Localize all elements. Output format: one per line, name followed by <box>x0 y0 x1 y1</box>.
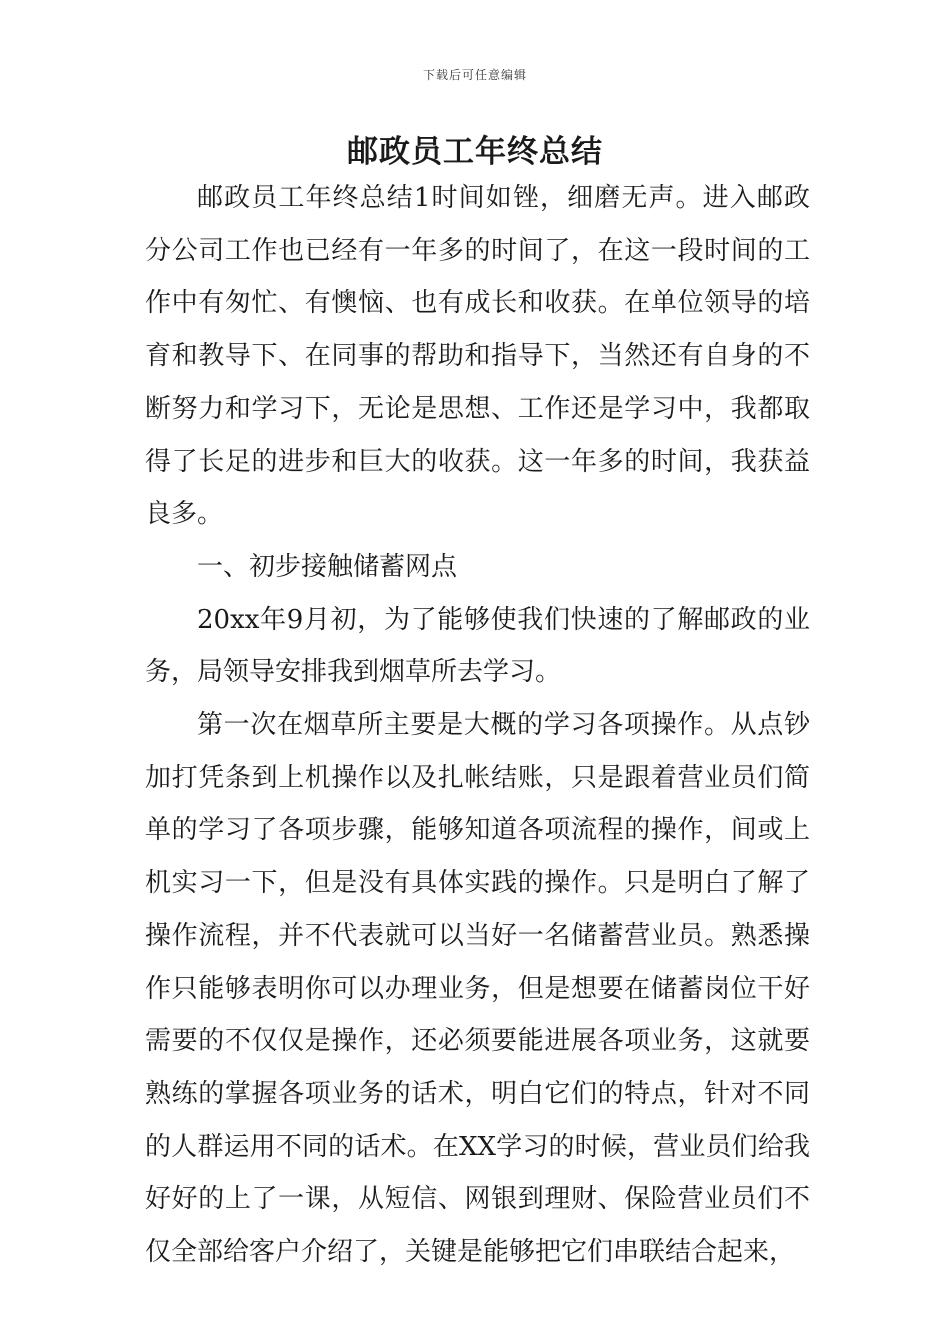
paragraph-intro: 邮政员工年终总结1时间如锉，细磨无声。进入邮政分公司工作也已经有一年多的时间了，在这一段时间的工作中有匆忙、有懊恼、也有成长和收获。在单位领导的培育和教导下、在同事的帮助和指导下，当然还有自身的不断努力和学习下，无论是思想、工作还是学习中，我都取得了长足的进步和巨大的收获。这一年多的时间，我获益良多。 <box>145 183 810 530</box>
document-body <box>145 172 810 1279</box>
document-title: 邮政员工年终总结 <box>347 134 603 170</box>
paragraph-first-study: 第一次在烟草所主要是大概的学习各项操作。从点钞加打凭条到上机操作以及扎帐结账，只是跟着营业员们简单的学习了各项步骤，能够知道各项流程的操作，间或上机实习一下，但是没有具体实践的操作。只是明白了解了操作流程，并不代表就可以当好一名储蓄营业员。熟悉操作只能够表明你可以办理业务，但是想要在储蓄岗位干好需要的不仅仅是操作，还必须要能进展各项业务，这就要熟练的掌握各项业务的话术，明白它们的特点，针对不同的人群运用不同的话术。在XX学习的时候，营业员们给我好好的上了一课，从短信、网银到理财、保险营业员们不仅全部给客户介绍了，关键是能够把它们串联结合起来， <box>145 710 810 1268</box>
paragraph-study-arrangement: 20xx年9月初，为了能够使我们快速的了解邮政的业务，局领导安排我到烟草所去学习。 <box>145 604 810 688</box>
header-note: 下载后可任意编辑 <box>422 68 527 82</box>
section-heading: 一、初步接触储蓄网点 <box>197 551 458 582</box>
